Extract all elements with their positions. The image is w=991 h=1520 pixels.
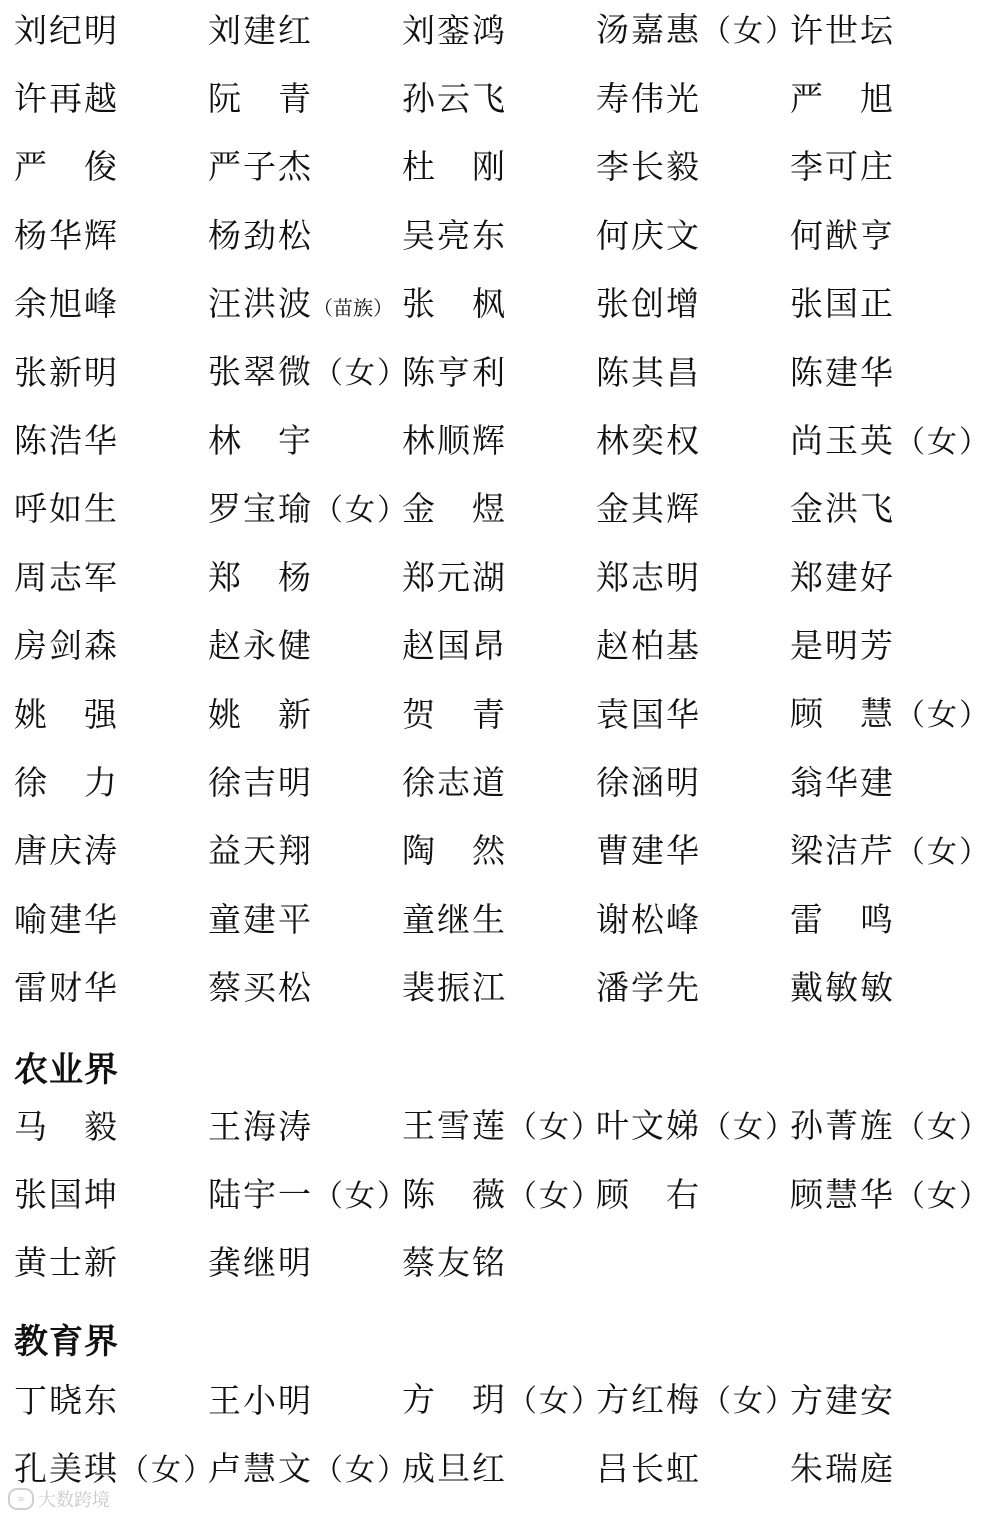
person-name: 陈浩华 [14, 421, 119, 461]
person-name: 张国坤 [14, 1175, 119, 1215]
person-name: 杜 刚 [402, 147, 507, 187]
name-entry [14, 1448, 215, 1488]
person-name: 顾 慧 [790, 694, 895, 734]
person-name: 张 枫 [402, 284, 507, 324]
name-entry [208, 79, 402, 119]
name-row [14, 953, 974, 1021]
name-entry [208, 557, 402, 597]
person-name: 马 毅 [14, 1106, 119, 1146]
name-entry [790, 762, 984, 802]
person-name: 陈 薇 [402, 1174, 507, 1214]
name-entry [14, 831, 208, 871]
person-name: 陆宇一 [208, 1174, 313, 1214]
person-name: 徐志道 [402, 762, 507, 802]
person-name: 龚继明 [208, 1243, 313, 1283]
name-row [14, 1160, 991, 1228]
name-entry [208, 899, 402, 939]
person-name: 尚玉英 [790, 420, 895, 460]
name-entry [402, 1243, 596, 1283]
name-entry [402, 899, 596, 939]
name-entry [208, 968, 402, 1008]
person-name: 朱瑞庭 [790, 1449, 895, 1489]
name-list-agriculture [14, 1092, 991, 1297]
name-entry [14, 557, 208, 597]
name-entry [596, 831, 790, 871]
person-name: 郑元湖 [402, 557, 507, 597]
name-entry [208, 215, 402, 255]
name-entry [596, 79, 790, 119]
section-heading-education: 教育界 [14, 1322, 119, 1362]
name-entry [402, 762, 596, 802]
person-name: 姚 强 [14, 694, 119, 734]
name-entry [14, 899, 208, 939]
name-row [14, 270, 974, 338]
name-entry [14, 1380, 208, 1420]
person-name: 顾慧华 [790, 1174, 895, 1214]
name-row [14, 1092, 991, 1160]
person-name: 王海涛 [208, 1106, 313, 1146]
name-entry [596, 421, 790, 461]
person-name: 余旭峰 [14, 284, 119, 324]
person-name: 吴亮东 [402, 215, 507, 255]
person-name: 童建平 [208, 899, 313, 939]
name-entry [402, 147, 596, 187]
person-name: 雷 鸣 [790, 899, 895, 939]
name-row [14, 885, 974, 953]
name-entry [14, 284, 208, 324]
name-entry [790, 420, 991, 460]
person-note: （女） [313, 492, 409, 528]
name-entry [208, 284, 402, 324]
person-name: 方建安 [790, 1380, 895, 1420]
name-entry [790, 489, 984, 529]
name-entry [402, 626, 596, 666]
person-name: 寿伟光 [596, 79, 701, 119]
person-name: 成旦红 [402, 1449, 507, 1489]
name-entry [402, 1106, 603, 1146]
name-entry [790, 1380, 984, 1420]
person-name: 李可庄 [790, 147, 895, 187]
name-entry [790, 215, 984, 255]
name-row [14, 0, 974, 64]
name-entry [14, 1243, 208, 1283]
name-entry [14, 489, 208, 529]
person-name: 孙云飞 [402, 79, 507, 119]
name-entry [208, 1448, 409, 1488]
person-name: 赵永健 [208, 626, 313, 666]
person-name: 金其辉 [596, 489, 701, 529]
name-entry [596, 489, 790, 529]
person-note: （女） [895, 834, 991, 870]
name-entry [208, 1380, 402, 1420]
name-entry [208, 488, 409, 528]
person-name: 许世坛 [790, 10, 895, 50]
person-name: 阮 青 [208, 79, 313, 119]
person-name: 徐涵明 [596, 762, 701, 802]
person-note: （女） [895, 698, 991, 734]
person-note: （女） [701, 1110, 797, 1146]
person-name: 何庆文 [596, 215, 701, 255]
person-name: 王小明 [208, 1380, 313, 1420]
name-entry [402, 831, 596, 871]
name-entry [402, 215, 596, 255]
name-entry [596, 1380, 797, 1420]
name-row [14, 338, 974, 406]
person-name: 杨劲松 [208, 215, 313, 255]
person-name: 郑建好 [790, 557, 895, 597]
name-row [14, 1434, 974, 1502]
name-entry [14, 421, 208, 461]
name-entry [208, 1243, 402, 1283]
person-name: 严子杰 [208, 147, 313, 187]
person-name: 蔡买松 [208, 968, 313, 1008]
name-entry [14, 626, 208, 666]
person-name: 张创增 [596, 284, 701, 324]
name-entry [402, 1449, 596, 1489]
name-entry [596, 215, 790, 255]
name-entry [402, 79, 596, 119]
name-entry [208, 831, 402, 871]
person-name: 林顺辉 [402, 421, 507, 461]
name-entry [790, 1106, 991, 1146]
name-entry [790, 284, 984, 324]
name-entry [14, 79, 208, 119]
person-name: 郑志明 [596, 557, 701, 597]
name-entry [790, 899, 984, 939]
name-entry [402, 1380, 603, 1420]
person-name: 张翠微 [208, 352, 313, 392]
person-name: 童继生 [402, 899, 507, 939]
name-entry [790, 968, 984, 1008]
name-entry [14, 762, 208, 802]
person-note: （女） [701, 14, 797, 50]
person-name: 方 玥 [402, 1380, 507, 1420]
name-entry [596, 1106, 797, 1146]
person-name: 林奕权 [596, 421, 701, 461]
person-name: 唐庆涛 [14, 831, 119, 871]
name-entry [208, 10, 402, 50]
person-name: 吕长虹 [596, 1449, 701, 1489]
person-note: （女） [507, 1110, 603, 1146]
name-list-education [14, 1366, 974, 1503]
name-row [14, 817, 991, 885]
person-name: 顾 右 [596, 1175, 701, 1215]
name-row [14, 201, 974, 269]
name-entry [402, 284, 596, 324]
name-entry [596, 968, 790, 1008]
watermark [8, 1486, 110, 1512]
name-entry [596, 626, 790, 666]
person-note: （女） [507, 1384, 603, 1420]
name-entry [402, 1174, 603, 1214]
person-name: 益天翔 [208, 831, 313, 871]
name-entry [790, 626, 984, 666]
person-note: （女） [895, 1110, 991, 1146]
person-note: （女） [507, 1178, 603, 1214]
name-entry [14, 352, 208, 392]
name-entry [14, 215, 208, 255]
name-entry [208, 1106, 402, 1146]
person-name: 孙菁旌 [790, 1106, 895, 1146]
person-note: （女） [701, 1384, 797, 1420]
person-name: 张新明 [14, 352, 119, 392]
name-entry [790, 694, 991, 734]
person-name: 蔡友铭 [402, 1243, 507, 1283]
person-name: 黄士新 [14, 1243, 119, 1283]
name-row [14, 1366, 974, 1434]
person-name: 陈其昌 [596, 352, 701, 392]
name-entry [402, 557, 596, 597]
name-entry [208, 421, 402, 461]
person-name: 贺 青 [402, 694, 507, 734]
name-entry [402, 489, 596, 529]
person-name: 杨华辉 [14, 215, 119, 255]
person-name: 金 煜 [402, 489, 507, 529]
name-entry [790, 557, 984, 597]
person-name: 戴敏敏 [790, 968, 895, 1008]
name-row [14, 64, 974, 132]
name-entry [402, 694, 596, 734]
person-name: 林 宇 [208, 421, 313, 461]
name-entry [208, 762, 402, 802]
name-entry [14, 694, 208, 734]
person-name: 汤嘉惠 [596, 10, 701, 50]
name-entry [14, 1175, 208, 1215]
name-list-section-1 [14, 0, 991, 1022]
person-name: 梁洁芹 [790, 830, 895, 870]
person-name: 喻建华 [14, 899, 119, 939]
name-entry [790, 352, 984, 392]
name-entry [596, 147, 790, 187]
person-name: 潘学先 [596, 968, 701, 1008]
person-name: 谢松峰 [596, 899, 701, 939]
person-name: 徐 力 [14, 762, 119, 802]
person-note: （女） [895, 1178, 991, 1214]
person-name: 孔美琪 [14, 1448, 119, 1488]
person-name: 严 旭 [790, 79, 895, 119]
name-entry [596, 1175, 790, 1215]
person-name: 姚 新 [208, 694, 313, 734]
watermark-text: 大数跨境 [38, 1490, 110, 1511]
name-entry [596, 557, 790, 597]
person-note: （女） [119, 1452, 215, 1488]
name-entry [208, 352, 409, 392]
name-row [14, 406, 991, 474]
person-name: 呼如生 [14, 489, 119, 529]
name-entry [790, 147, 984, 187]
name-entry [596, 899, 790, 939]
name-entry [596, 352, 790, 392]
person-name: 丁晓东 [14, 1380, 119, 1420]
name-entry [402, 421, 596, 461]
name-entry [790, 79, 984, 119]
person-name: 郑 杨 [208, 557, 313, 597]
person-name: 何猷亨 [790, 215, 895, 255]
name-entry [14, 147, 208, 187]
person-note: （苗族） [313, 296, 393, 321]
name-entry [402, 352, 596, 392]
person-note: （女） [313, 1452, 409, 1488]
person-name: 陈亨利 [402, 352, 507, 392]
name-entry [790, 10, 984, 50]
name-entry [790, 830, 991, 870]
name-entry [14, 1106, 208, 1146]
name-entry [208, 694, 402, 734]
person-name: 是明芳 [790, 626, 895, 666]
name-entry [14, 10, 208, 50]
name-entry [208, 626, 402, 666]
person-name: 叶文娣 [596, 1106, 701, 1146]
name-row [14, 543, 974, 611]
person-name: 袁国华 [596, 694, 701, 734]
name-row [14, 680, 991, 748]
name-entry [596, 1449, 790, 1489]
name-entry [790, 1174, 991, 1214]
logo-icon: ∞ [8, 1488, 34, 1510]
person-name: 雷财华 [14, 968, 119, 1008]
name-entry [596, 694, 790, 734]
name-entry [402, 10, 596, 50]
person-name: 方红梅 [596, 1380, 701, 1420]
person-name: 房剑森 [14, 626, 119, 666]
person-name: 徐吉明 [208, 762, 313, 802]
person-name: 金洪飞 [790, 489, 895, 529]
name-entry [402, 968, 596, 1008]
person-name: 张国正 [790, 284, 895, 324]
person-name: 刘建红 [208, 10, 313, 50]
person-name: 赵国昂 [402, 626, 507, 666]
person-name: 周志军 [14, 557, 119, 597]
name-row [14, 475, 974, 543]
person-note: （女） [895, 424, 991, 460]
person-note: （女） [313, 1178, 409, 1214]
person-note: （女） [313, 356, 409, 392]
name-entry [596, 762, 790, 802]
person-name: 翁华建 [790, 762, 895, 802]
person-name: 陶 然 [402, 831, 507, 871]
name-row [14, 748, 974, 816]
name-entry [208, 147, 402, 187]
name-row [14, 612, 974, 680]
person-name: 李长毅 [596, 147, 701, 187]
person-name: 曹建华 [596, 831, 701, 871]
person-name: 赵柏基 [596, 626, 701, 666]
person-name: 王雪莲 [402, 1106, 507, 1146]
person-name: 裴振江 [402, 968, 507, 1008]
name-row [14, 133, 974, 201]
name-entry [596, 284, 790, 324]
person-name: 许再越 [14, 79, 119, 119]
name-entry [790, 1449, 984, 1489]
name-row [14, 1229, 974, 1297]
person-name: 卢慧文 [208, 1448, 313, 1488]
name-entry [14, 968, 208, 1008]
section-heading-agriculture: 农业界 [14, 1050, 119, 1090]
person-name: 刘纪明 [14, 10, 119, 50]
person-name: 汪洪波 [208, 284, 313, 324]
name-entry [208, 1174, 409, 1214]
person-name: 刘銮鸿 [402, 10, 507, 50]
person-name: 罗宝瑜 [208, 488, 313, 528]
name-entry [596, 10, 797, 50]
person-name: 陈建华 [790, 352, 895, 392]
person-name: 严 俊 [14, 147, 119, 187]
